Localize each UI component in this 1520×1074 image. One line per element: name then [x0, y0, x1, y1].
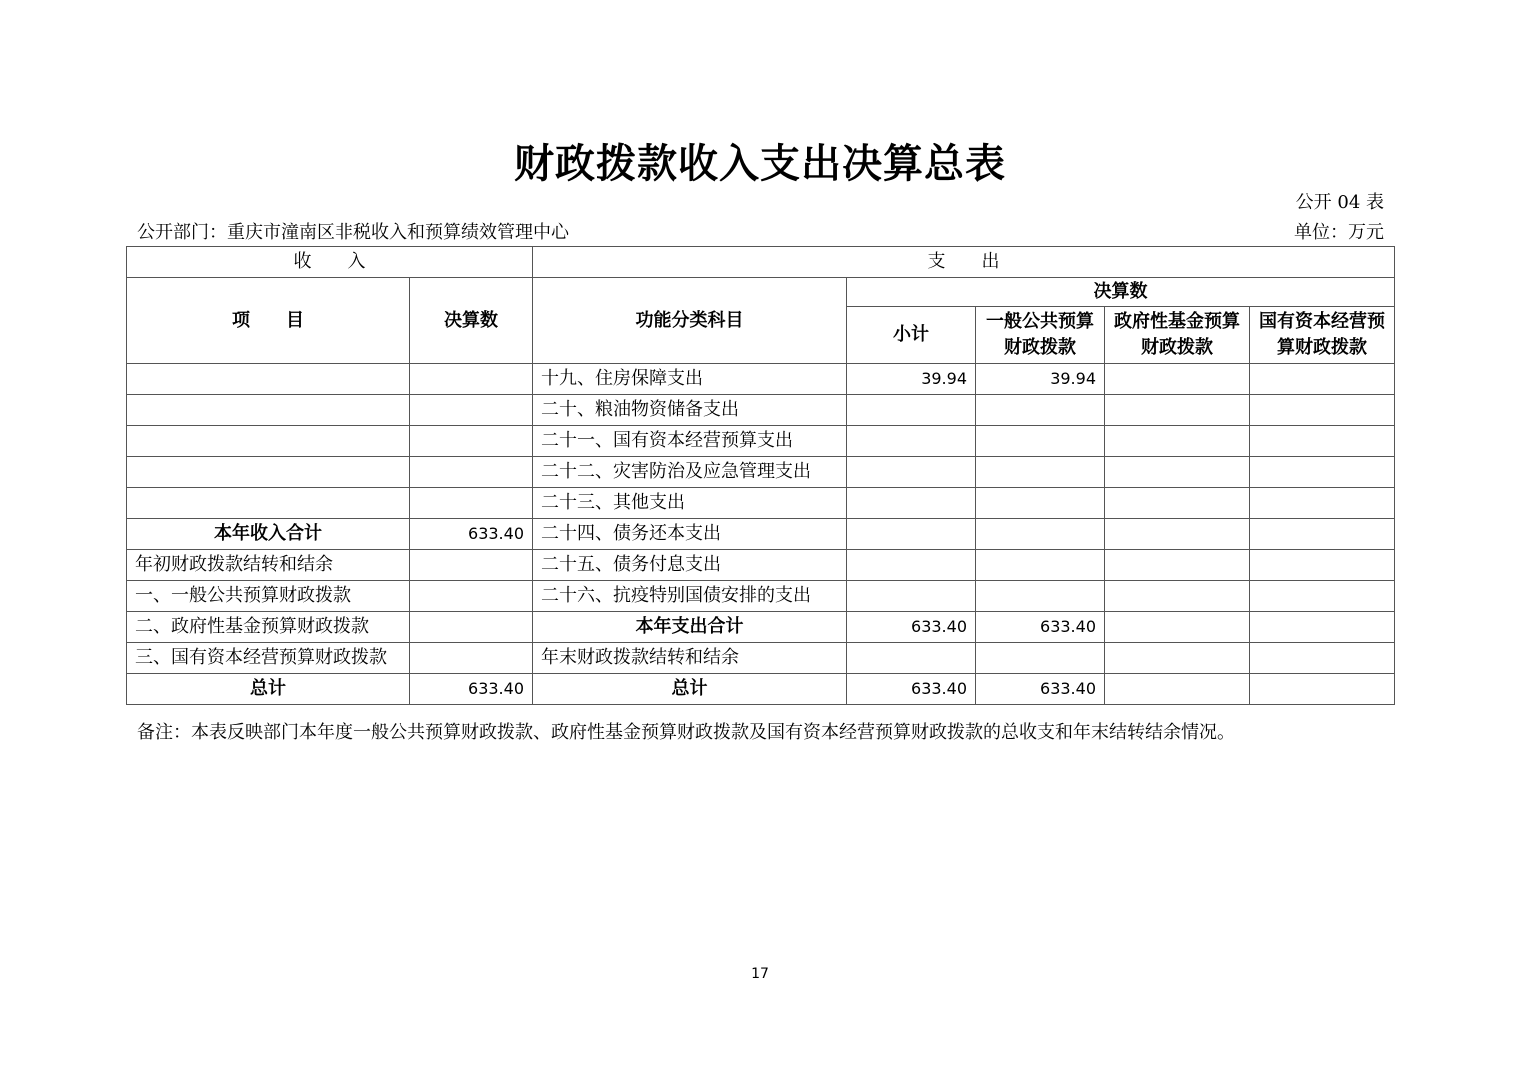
page-number: 17 [751, 966, 769, 982]
expense-general [976, 581, 1105, 612]
income-item [127, 457, 410, 488]
table-row [127, 364, 1395, 395]
income-amount: 633.40 [410, 674, 533, 705]
income-amount [410, 488, 533, 519]
income-amount [410, 457, 533, 488]
income-item: 二、政府性基金预算财政拨款 [127, 612, 410, 643]
expense-general [976, 519, 1105, 550]
expense-general [976, 457, 1105, 488]
expense-subtotal [847, 643, 976, 674]
income-amount [410, 612, 533, 643]
expense-state-capital [1250, 426, 1395, 457]
expense-subtotal [847, 426, 976, 457]
expense-state-capital [1250, 457, 1395, 488]
expense-state-capital [1250, 612, 1395, 643]
function-category-header: 功能分类科目 [533, 278, 847, 364]
final-amount-header: 决算数 [410, 278, 533, 364]
income-item: 本年收入合计 [127, 519, 410, 550]
expense-general [976, 643, 1105, 674]
expense-gov-fund [1105, 395, 1250, 426]
income-amount [410, 395, 533, 426]
expense-state-capital [1250, 488, 1395, 519]
expense-category: 二十一、国有资本经营预算支出 [533, 426, 847, 457]
expense-gov-fund [1105, 457, 1250, 488]
expense-state-capital [1250, 395, 1395, 426]
expense-subtotal [847, 488, 976, 519]
expense-category: 二十四、债务还本支出 [533, 519, 847, 550]
table-row [127, 550, 1395, 581]
final-amount-group-header: 决算数 [847, 278, 1395, 307]
expense-general [976, 550, 1105, 581]
expense-state-capital [1250, 674, 1395, 705]
income-header: 收 入 [127, 247, 533, 278]
income-amount [410, 550, 533, 581]
table-row [127, 612, 1395, 643]
expense-category: 年末财政拨款结转和结余 [533, 643, 847, 674]
expense-subtotal: 633.40 [847, 612, 976, 643]
expense-header: 支 出 [533, 247, 1395, 278]
table-row [127, 674, 1395, 705]
income-item: 一、一般公共预算财政拨款 [127, 581, 410, 612]
table-number: 公开 04 表 [1295, 192, 1384, 213]
income-item [127, 364, 410, 395]
gov-fund-header: 政府性基金预算财政拨款 [1105, 307, 1250, 364]
income-amount: 633.40 [410, 519, 533, 550]
expense-subtotal: 39.94 [847, 364, 976, 395]
expense-gov-fund [1105, 674, 1250, 705]
expense-subtotal [847, 581, 976, 612]
expense-category: 二十三、其他支出 [533, 488, 847, 519]
income-item: 年初财政拨款结转和结余 [127, 550, 410, 581]
expense-state-capital [1250, 643, 1395, 674]
income-item: 总计 [127, 674, 410, 705]
income-amount [410, 643, 533, 674]
table-row [127, 643, 1395, 674]
table-row [127, 395, 1395, 426]
expense-category: 二十五、债务付息支出 [533, 550, 847, 581]
income-amount [410, 581, 533, 612]
table-note: 备注：本表反映部门本年度一般公共预算财政拨款、政府性基金预算财政拨款及国有资本经营预算财政拨款的总收支和年末结转结余情况。 [137, 722, 1235, 743]
state-capital-header: 国有资本经营预算财政拨款 [1250, 307, 1395, 364]
expense-general: 39.94 [976, 364, 1105, 395]
expense-category: 十九、住房保障支出 [533, 364, 847, 395]
table-row [127, 581, 1395, 612]
department-label: 公开部门：重庆市潼南区非税收入和预算绩效管理中心 [137, 222, 569, 243]
expense-category: 总计 [533, 674, 847, 705]
expense-state-capital [1250, 581, 1395, 612]
expense-gov-fund [1105, 364, 1250, 395]
income-amount [410, 364, 533, 395]
expense-category: 二十二、灾害防治及应急管理支出 [533, 457, 847, 488]
expense-subtotal [847, 550, 976, 581]
table-row [127, 457, 1395, 488]
subtotal-header: 小计 [847, 307, 976, 364]
expense-state-capital [1250, 364, 1395, 395]
income-item [127, 395, 410, 426]
expense-general: 633.40 [976, 612, 1105, 643]
unit-label: 单位：万元 [1294, 222, 1384, 243]
income-item: 三、国有资本经营预算财政拨款 [127, 643, 410, 674]
expense-category: 二十、粮油物资储备支出 [533, 395, 847, 426]
expense-gov-fund [1105, 581, 1250, 612]
table-row [127, 488, 1395, 519]
expense-general [976, 395, 1105, 426]
expense-gov-fund [1105, 643, 1250, 674]
item-header: 项 目 [127, 278, 410, 364]
expense-subtotal: 633.40 [847, 674, 976, 705]
expense-gov-fund [1105, 550, 1250, 581]
expense-state-capital [1250, 519, 1395, 550]
table-row [127, 426, 1395, 457]
expense-gov-fund [1105, 612, 1250, 643]
expense-subtotal [847, 395, 976, 426]
expense-gov-fund [1105, 519, 1250, 550]
expense-category: 二十六、抗疫特别国债安排的支出 [533, 581, 847, 612]
expense-subtotal [847, 457, 976, 488]
budget-summary-table [126, 246, 1395, 705]
general-public-header: 一般公共预算财政拨款 [976, 307, 1105, 364]
income-item [127, 488, 410, 519]
expense-state-capital [1250, 550, 1395, 581]
table-row [127, 519, 1395, 550]
income-amount [410, 426, 533, 457]
expense-gov-fund [1105, 426, 1250, 457]
expense-gov-fund [1105, 488, 1250, 519]
expense-general [976, 488, 1105, 519]
expense-subtotal [847, 519, 976, 550]
income-item [127, 426, 410, 457]
expense-general [976, 426, 1105, 457]
expense-general: 633.40 [976, 674, 1105, 705]
page-title: 财政拨款收入支出决算总表 [514, 140, 1006, 187]
expense-category: 本年支出合计 [533, 612, 847, 643]
